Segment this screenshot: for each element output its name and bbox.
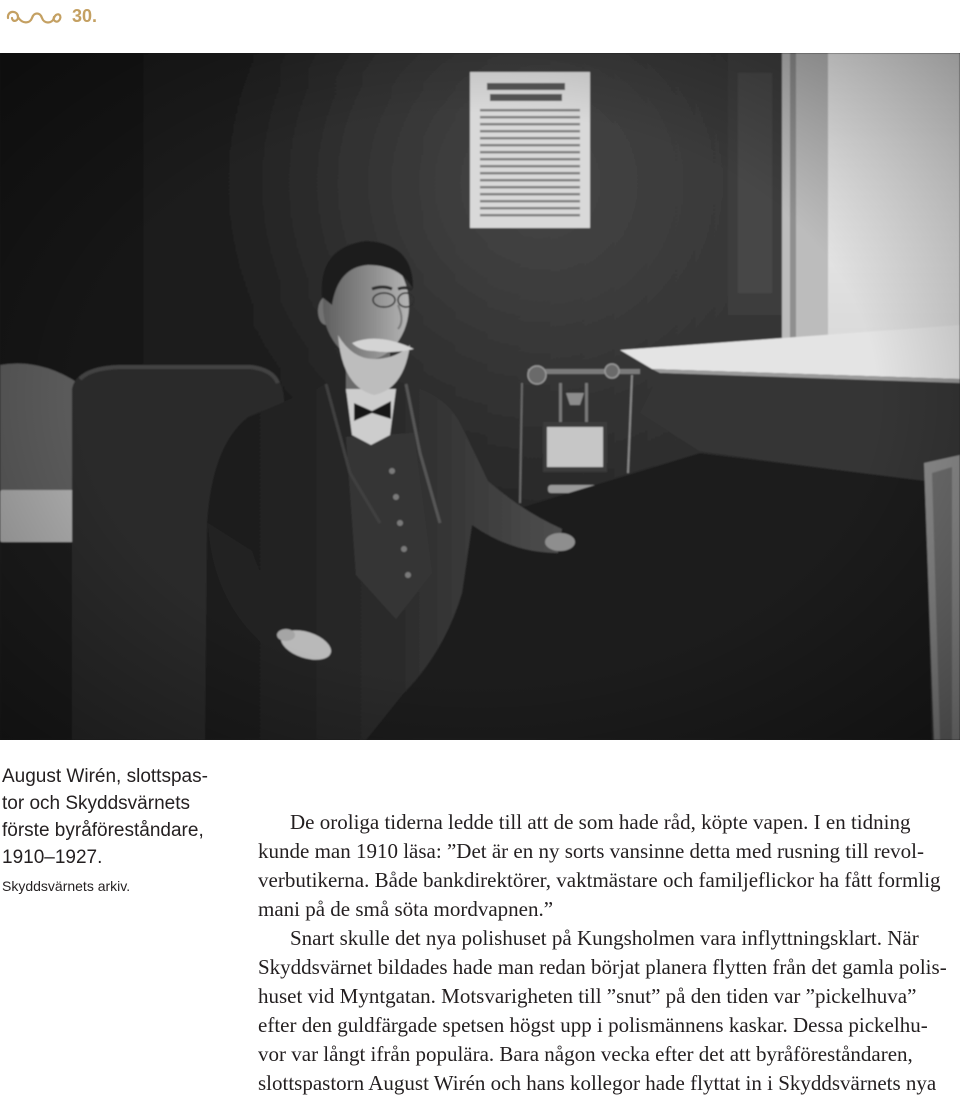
text-line: Snart skulle det nya polishuset på Kungsholmen vara inflyttningsklart. När xyxy=(290,926,919,950)
text-line: verbutikerna. Både bankdirektörer, vaktmästare och familjeflickor ha fått formlig xyxy=(258,868,941,892)
text-line: huset vid Myntgatan. Motsvarigheten till ”snut” på den tiden var ”pickelhuva” xyxy=(258,984,917,1008)
photo-credit: Skyddsvärnets arkiv. xyxy=(2,878,131,894)
portrait-photo-svg xyxy=(0,53,960,740)
body-text xyxy=(258,808,958,1098)
caption-line: förste byråföreståndare, xyxy=(2,820,204,841)
photo-caption xyxy=(2,763,242,896)
caption-line: 1910–1927. xyxy=(2,847,103,868)
text-line: De oroliga tiderna ledde till att de som hade råd, köpte vapen. I en tidning xyxy=(290,810,911,834)
page-header xyxy=(0,0,960,40)
text-line: Skyddsvärnet bildades hade man redan börjat planera flytten från det gamla polis- xyxy=(258,955,947,979)
flourish-ornament-icon xyxy=(5,6,63,28)
page-number: 30. xyxy=(72,6,98,26)
portrait-photo xyxy=(0,53,960,740)
text-line: mani på de små söta mordvapnen.” xyxy=(258,897,554,921)
paragraph xyxy=(258,808,958,924)
paragraph xyxy=(258,924,958,1098)
photo-vignette xyxy=(0,53,960,740)
caption-line: tor och Skyddsvärnets xyxy=(2,793,190,814)
text-line: vor var långt ifrån populära. Bara någon vecka efter det att byråföreståndaren, xyxy=(258,1042,913,1066)
text-line: kunde man 1910 läsa: ”Det är en ny sorts vansinne detta med rusning till revol- xyxy=(258,839,925,863)
caption-line: August Wirén, slottspas- xyxy=(2,766,208,787)
flourish-ornament-stroke xyxy=(8,12,60,23)
text-line: slottspastorn August Wirén och hans kollegor hade flyttat in i Skyddsvärnets nya xyxy=(258,1071,937,1095)
text-line: efter den guldfärgade spetsen högst upp i polismännens kaskar. Dessa pickelhu- xyxy=(258,1013,928,1037)
